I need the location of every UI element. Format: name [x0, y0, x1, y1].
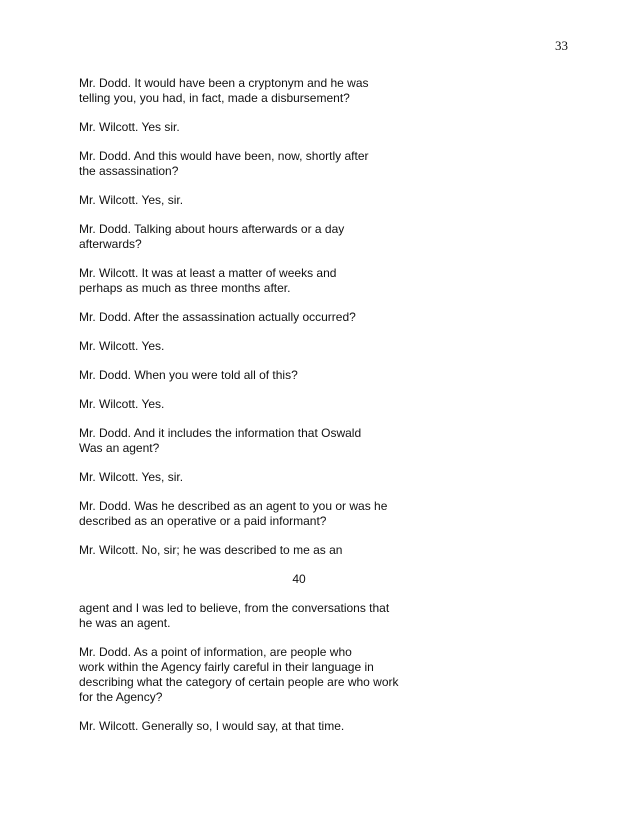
transcript-paragraph: Mr. Wilcott. Yes, sir. [79, 470, 184, 484]
transcript-paragraph: Mr. Wilcott. Yes. [79, 339, 165, 353]
transcript-paragraph: Mr. Dodd. Was he described as an agent to you or was he described as an operative or a paid informant? [79, 499, 388, 528]
page-number: 33 [555, 38, 568, 53]
transcript-paragraph: Mr. Wilcott. Yes sir. [79, 120, 180, 134]
transcript-paragraph: Mr. Wilcott. No, sir; he was described to me as an [79, 543, 343, 557]
inner-page-number: 40 [292, 572, 306, 586]
transcript-paragraph: Mr. Dodd. When you were told all of this? [79, 368, 298, 382]
transcript-paragraph: Mr. Wilcott. Generally so, I would say, at that time. [79, 719, 345, 733]
transcript-paragraph: Mr. Dodd. As a point of information, are people who work within the Agency fairly careful in their language in describing what the category of certain people are who work for the Agency? [79, 645, 399, 704]
transcript-paragraph: Mr. Dodd. It would have been a cryptonym and he was telling you, you had, in fact, made a disbursement? [79, 76, 369, 105]
transcript-body [79, 76, 439, 748]
transcript-paragraph: Mr. Wilcott. Yes. [79, 397, 165, 411]
transcript-paragraph: Mr. Dodd. And this would have been, now, shortly after the assassination? [79, 149, 369, 178]
transcript-paragraph: Mr. Dodd. And it includes the information that Oswald Was an agent? [79, 426, 362, 455]
transcript-paragraph: Mr. Wilcott. It was at least a matter of weeks and perhaps as much as three months after. [79, 266, 337, 295]
transcript-paragraph: agent and I was led to believe, from the conversations that he was an agent. [79, 601, 390, 630]
transcript-paragraph: Mr. Dodd. After the assassination actually occurred? [79, 310, 356, 324]
transcript-paragraph: Mr. Dodd. Talking about hours afterwards or a day afterwards? [79, 222, 345, 251]
transcript-paragraph: Mr. Wilcott. Yes, sir. [79, 193, 184, 207]
